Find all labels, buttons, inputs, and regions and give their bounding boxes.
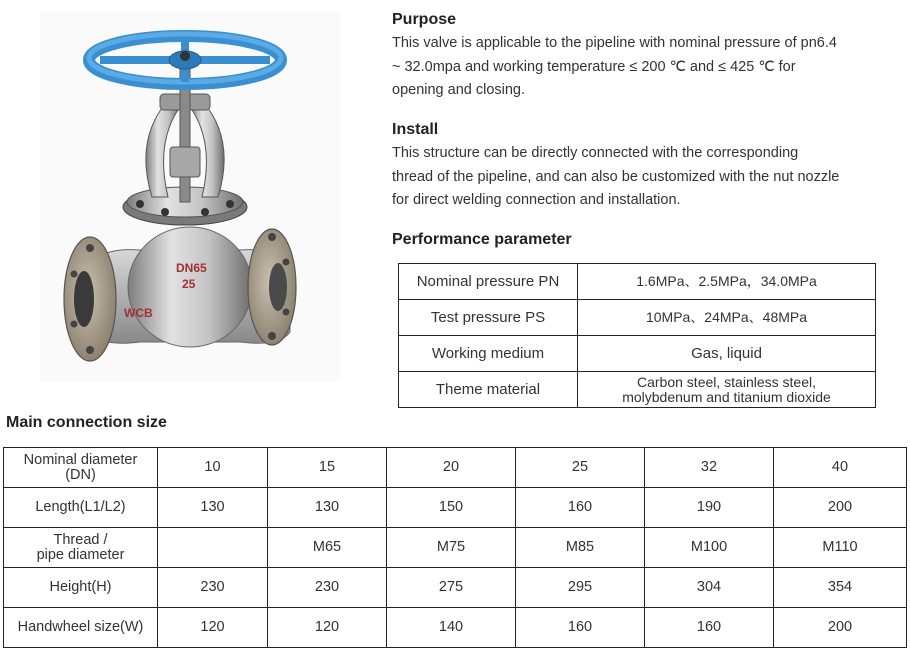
purpose-line: This valve is applicable to the pipeline with nominal pressure of pn6.4 bbox=[392, 35, 837, 51]
performance-label: Working medium bbox=[399, 336, 578, 372]
cell: 160 bbox=[645, 608, 774, 648]
body-marking-dn: DN65 bbox=[176, 261, 207, 275]
purpose-title: Purpose bbox=[392, 11, 457, 28]
install-line: This structure can be directly connected with the corresponding bbox=[392, 145, 799, 161]
cell: 354 bbox=[774, 568, 907, 608]
row-label-line: Thread / bbox=[53, 531, 108, 548]
row-label-line: Nominal diameter bbox=[23, 451, 138, 468]
cell: 130 bbox=[158, 488, 268, 528]
row-label bbox=[4, 528, 158, 568]
body-marking-pn: 25 bbox=[182, 277, 196, 291]
cell: 160 bbox=[516, 488, 645, 528]
table-row bbox=[399, 336, 876, 372]
table-row bbox=[4, 608, 907, 648]
cell: 32 bbox=[645, 448, 774, 488]
cell: 230 bbox=[158, 568, 268, 608]
table-row bbox=[4, 448, 907, 488]
performance-value: 1.6MPa、2.5MPa，34.0MPa bbox=[578, 264, 876, 300]
row-label-line: (DN) bbox=[65, 466, 96, 483]
row-label bbox=[4, 448, 158, 488]
cell: M65 bbox=[268, 528, 387, 568]
performance-value-line: molybdenum and titanium dioxide bbox=[622, 388, 831, 405]
cell: 10 bbox=[158, 448, 268, 488]
performance-label: Test pressure PS bbox=[399, 300, 578, 336]
install-text bbox=[392, 142, 839, 213]
row-label-line: pipe diameter bbox=[36, 546, 125, 563]
install-title: Install bbox=[392, 121, 439, 138]
cell: 304 bbox=[645, 568, 774, 608]
performance-value: Gas, liquid bbox=[578, 336, 876, 372]
row-label bbox=[4, 608, 158, 648]
cell: 15 bbox=[268, 448, 387, 488]
table-row bbox=[4, 488, 907, 528]
performance-label: Theme material bbox=[399, 372, 578, 408]
cell: 200 bbox=[774, 608, 907, 648]
valve-product-image bbox=[40, 12, 340, 382]
cell: M100 bbox=[645, 528, 774, 568]
cell: 130 bbox=[268, 488, 387, 528]
cell: 295 bbox=[516, 568, 645, 608]
cell: 275 bbox=[387, 568, 516, 608]
purpose-line: ~ 32.0mpa and working temperature ≤ 200 ℃ and ≤ 425 ℃ for bbox=[392, 58, 796, 75]
cell: 120 bbox=[158, 608, 268, 648]
cell: 230 bbox=[268, 568, 387, 608]
cell: 140 bbox=[387, 608, 516, 648]
connection-table bbox=[3, 447, 907, 648]
cell: 150 bbox=[387, 488, 516, 528]
performance-value: 10MPa、24MPa、48MPa bbox=[578, 300, 876, 336]
cell: M110 bbox=[774, 528, 907, 568]
cell: 190 bbox=[645, 488, 774, 528]
performance-value-line: Carbon steel, stainless steel, bbox=[637, 373, 816, 390]
install-line: for direct welding connection and installation. bbox=[392, 192, 681, 208]
performance-title: Performance parameter bbox=[392, 231, 572, 248]
row-label-line: Handwheel size(W) bbox=[17, 619, 144, 635]
table-row bbox=[399, 300, 876, 336]
table-row bbox=[4, 568, 907, 608]
cell: 160 bbox=[516, 608, 645, 648]
row-label bbox=[4, 488, 158, 528]
performance-value bbox=[578, 372, 876, 408]
cell: 120 bbox=[268, 608, 387, 648]
row-label bbox=[4, 568, 158, 608]
cell: 40 bbox=[774, 448, 907, 488]
row-label-line: Length(L1/L2) bbox=[35, 499, 126, 515]
cell: 200 bbox=[774, 488, 907, 528]
purpose-text bbox=[392, 32, 837, 103]
cell bbox=[158, 528, 268, 568]
purpose-line: opening and closing. bbox=[392, 82, 526, 98]
cell: 20 bbox=[387, 448, 516, 488]
table-row bbox=[399, 372, 876, 408]
performance-label: Nominal pressure PN bbox=[399, 264, 578, 300]
body-marking-material: WCB bbox=[124, 306, 153, 320]
cell: 25 bbox=[516, 448, 645, 488]
performance-table bbox=[398, 263, 876, 408]
table-row bbox=[399, 264, 876, 300]
row-label-line: Height(H) bbox=[49, 579, 112, 595]
install-line: thread of the pipeline, and can also be customized with the nut nozzle bbox=[392, 168, 840, 185]
cell: M75 bbox=[387, 528, 516, 568]
table-row bbox=[4, 528, 907, 568]
cell: M85 bbox=[516, 528, 645, 568]
connection-title: Main connection size bbox=[6, 414, 167, 431]
